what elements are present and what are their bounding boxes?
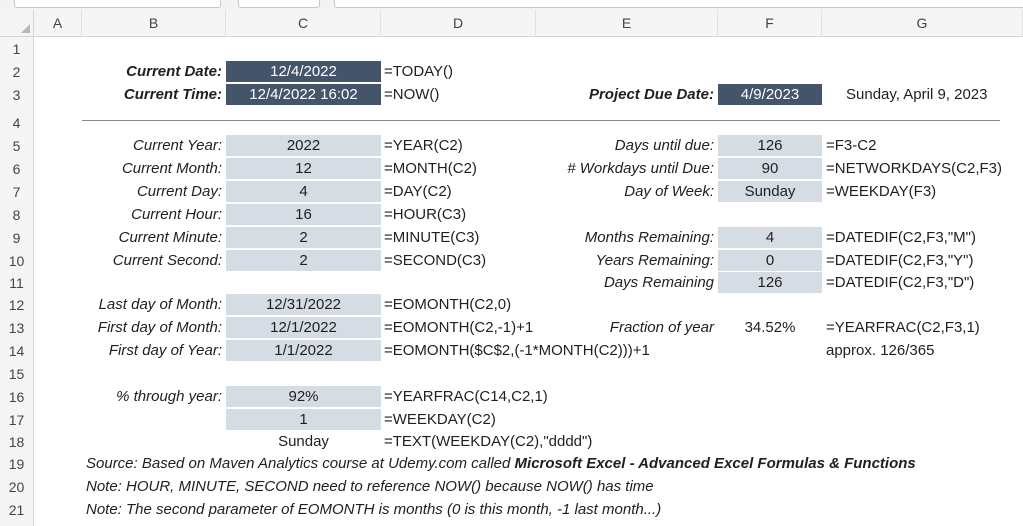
workdays-until-due-formula[interactable]: =NETWORKDAYS(C2,F3) xyxy=(826,160,1002,177)
days-remaining-label: Days Remaining xyxy=(603,274,714,291)
current-second-label: Current Second: xyxy=(112,252,222,269)
current-year-label: Current Year: xyxy=(133,137,222,154)
first-day-of-month-formula[interactable]: =EOMONTH(C2,-1)+1 xyxy=(384,319,534,336)
current-hour-cell[interactable]: 16 xyxy=(226,204,381,226)
row-header-16[interactable]: 16 xyxy=(8,389,25,405)
row-header-1[interactable]: 1 xyxy=(12,41,21,57)
current-second-cell[interactable]: 2 xyxy=(226,250,381,272)
days-remaining-formula[interactable]: =DATEDIF(C2,F3,"D") xyxy=(826,274,975,291)
current-minute-cell[interactable]: 2 xyxy=(226,227,381,249)
current-date-label: Current Date: xyxy=(126,63,222,80)
column-header-c[interactable]: C xyxy=(226,10,381,37)
months-remaining-formula[interactable]: =DATEDIF(C2,F3,"M") xyxy=(826,229,976,246)
weekday-text-cell[interactable]: Sunday xyxy=(278,433,329,450)
current-hour-formula[interactable]: =HOUR(C3) xyxy=(384,206,467,223)
column-header-b[interactable]: B xyxy=(82,10,226,37)
function-buttons[interactable] xyxy=(238,0,320,8)
current-day-cell[interactable]: 4 xyxy=(226,181,381,203)
current-date-cell[interactable]: 12/4/2022 xyxy=(226,61,381,83)
current-time-cell[interactable]: 12/4/2022 16:02 xyxy=(226,84,381,106)
row-header-14[interactable]: 14 xyxy=(8,343,25,359)
divider-line xyxy=(82,120,1000,121)
days-until-due-cell[interactable]: 126 xyxy=(718,135,822,157)
row-header-6[interactable]: 6 xyxy=(12,161,21,177)
first-day-of-month-cell[interactable]: 12/1/2022 xyxy=(226,317,381,339)
first-day-of-year-formula[interactable]: =EOMONTH($C$2,(-1*MONTH(C2)))+1 xyxy=(384,342,650,359)
days-until-due-label: Days until due: xyxy=(614,137,714,154)
note-eomonth[interactable]: Note: The second parameter of EOMONTH is months (0 is this month, -1 last month...) xyxy=(86,501,662,518)
current-hour-label: Current Hour: xyxy=(131,206,222,223)
current-date-formula[interactable]: =TODAY() xyxy=(384,63,454,80)
workdays-until-due-cell[interactable]: 90 xyxy=(718,158,822,180)
row-header-20[interactable]: 20 xyxy=(8,479,25,495)
first-day-of-month-label: First day of Month: xyxy=(97,319,222,336)
current-minute-label: Current Minute: xyxy=(118,229,222,246)
row-header-3[interactable]: 3 xyxy=(12,87,21,103)
percent-through-year-label: % through year: xyxy=(116,388,222,405)
current-second-formula[interactable]: =SECOND(C3) xyxy=(384,252,487,269)
current-year-formula[interactable]: =YEAR(C2) xyxy=(384,137,463,154)
percent-through-year-formula[interactable]: =YEARFRAC(C14,C2,1) xyxy=(384,388,548,405)
current-minute-formula[interactable]: =MINUTE(C3) xyxy=(384,229,480,246)
row-header-11[interactable]: 11 xyxy=(9,275,24,291)
project-due-long-date[interactable]: Sunday, April 9, 2023 xyxy=(846,86,988,103)
source-note-text: Source: Based on Maven Analytics course at Udemy.com called xyxy=(86,455,515,472)
last-day-of-month-label: Last day of Month: xyxy=(98,296,222,313)
percent-through-year-cell[interactable]: 92% xyxy=(226,386,381,408)
day-of-week-label: Day of Week: xyxy=(624,183,714,200)
weekday-text-formula[interactable]: =TEXT(WEEKDAY(C2),"dddd") xyxy=(384,433,593,450)
column-header-e[interactable]: E xyxy=(536,10,718,37)
row-header-2[interactable]: 2 xyxy=(12,64,21,80)
formula-input[interactable] xyxy=(334,0,1023,8)
years-remaining-formula[interactable]: =DATEDIF(C2,F3,"Y") xyxy=(826,252,974,269)
row-header-13[interactable]: 13 xyxy=(8,320,25,336)
workdays-until-due-label: # Workdays until Due: xyxy=(567,160,714,177)
days-remaining-cell[interactable]: 126 xyxy=(718,272,822,294)
first-day-of-year-label: First day of Year: xyxy=(108,342,222,359)
column-header-f[interactable]: F xyxy=(718,10,822,37)
row-header-19[interactable]: 19 xyxy=(8,456,25,472)
day-of-week-formula[interactable]: =WEEKDAY(F3) xyxy=(826,183,937,200)
row-header-15[interactable]: 15 xyxy=(8,366,25,382)
current-month-cell[interactable]: 12 xyxy=(226,158,381,180)
name-box[interactable] xyxy=(14,0,221,8)
current-year-cell[interactable]: 2022 xyxy=(226,135,381,157)
source-course-title: Microsoft Excel - Advanced Excel Formulas & Functions xyxy=(514,455,916,472)
row-header-5[interactable]: 5 xyxy=(12,138,21,154)
weekday-number-cell[interactable]: 1 xyxy=(226,409,381,431)
row-header-9[interactable]: 9 xyxy=(12,230,21,246)
row-header-21[interactable]: 21 xyxy=(8,502,25,518)
fraction-of-year-note[interactable]: approx. 126/365 xyxy=(826,342,935,359)
row-header-12[interactable]: 12 xyxy=(8,297,25,313)
column-header-g[interactable]: G xyxy=(822,10,1023,37)
project-due-cell[interactable]: 4/9/2023 xyxy=(718,84,822,106)
current-month-label: Current Month: xyxy=(121,160,222,177)
days-until-due-formula[interactable]: =F3-C2 xyxy=(826,137,877,154)
last-day-of-month-cell[interactable]: 12/31/2022 xyxy=(226,294,381,316)
select-all-corner[interactable] xyxy=(0,10,34,37)
row-header-17[interactable]: 17 xyxy=(8,412,25,428)
day-of-week-cell[interactable]: Sunday xyxy=(718,181,822,203)
note-hour-minute-second[interactable]: Note: HOUR, MINUTE, SECOND need to reference NOW() because NOW() has time xyxy=(86,478,654,495)
row-header-8[interactable]: 8 xyxy=(12,207,21,223)
months-remaining-cell[interactable]: 4 xyxy=(718,227,822,249)
years-remaining-cell[interactable]: 0 xyxy=(718,250,822,272)
project-due-label: Project Due Date: xyxy=(588,86,714,103)
source-note[interactable] xyxy=(86,454,916,474)
column-header-a[interactable]: A xyxy=(34,10,82,37)
fraction-of-year-label: Fraction of year xyxy=(609,319,714,336)
current-month-formula[interactable]: =MONTH(C2) xyxy=(384,160,477,177)
row-header-18[interactable]: 18 xyxy=(8,434,25,450)
fraction-of-year-cell[interactable]: 34.52% xyxy=(744,319,796,336)
last-day-of-month-formula[interactable]: =EOMONTH(C2,0) xyxy=(384,296,512,313)
current-day-formula[interactable]: =DAY(C2) xyxy=(384,183,452,200)
row-header-7[interactable]: 7 xyxy=(12,184,21,200)
current-time-formula[interactable]: =NOW() xyxy=(384,86,440,103)
current-day-label: Current Day: xyxy=(136,183,222,200)
first-day-of-year-cell[interactable]: 1/1/2022 xyxy=(226,340,381,362)
years-remaining-label: Years Remaining: xyxy=(595,252,714,269)
column-header-d[interactable]: D xyxy=(381,10,536,37)
months-remaining-label: Months Remaining: xyxy=(584,229,714,246)
fraction-of-year-formula[interactable]: =YEARFRAC(C2,F3,1) xyxy=(826,319,980,336)
row-header-4[interactable]: 4 xyxy=(12,115,21,131)
weekday-number-formula[interactable]: =WEEKDAY(C2) xyxy=(384,411,496,428)
current-time-label: Current Time: xyxy=(123,86,222,103)
row-header-10[interactable]: 10 xyxy=(8,253,25,269)
